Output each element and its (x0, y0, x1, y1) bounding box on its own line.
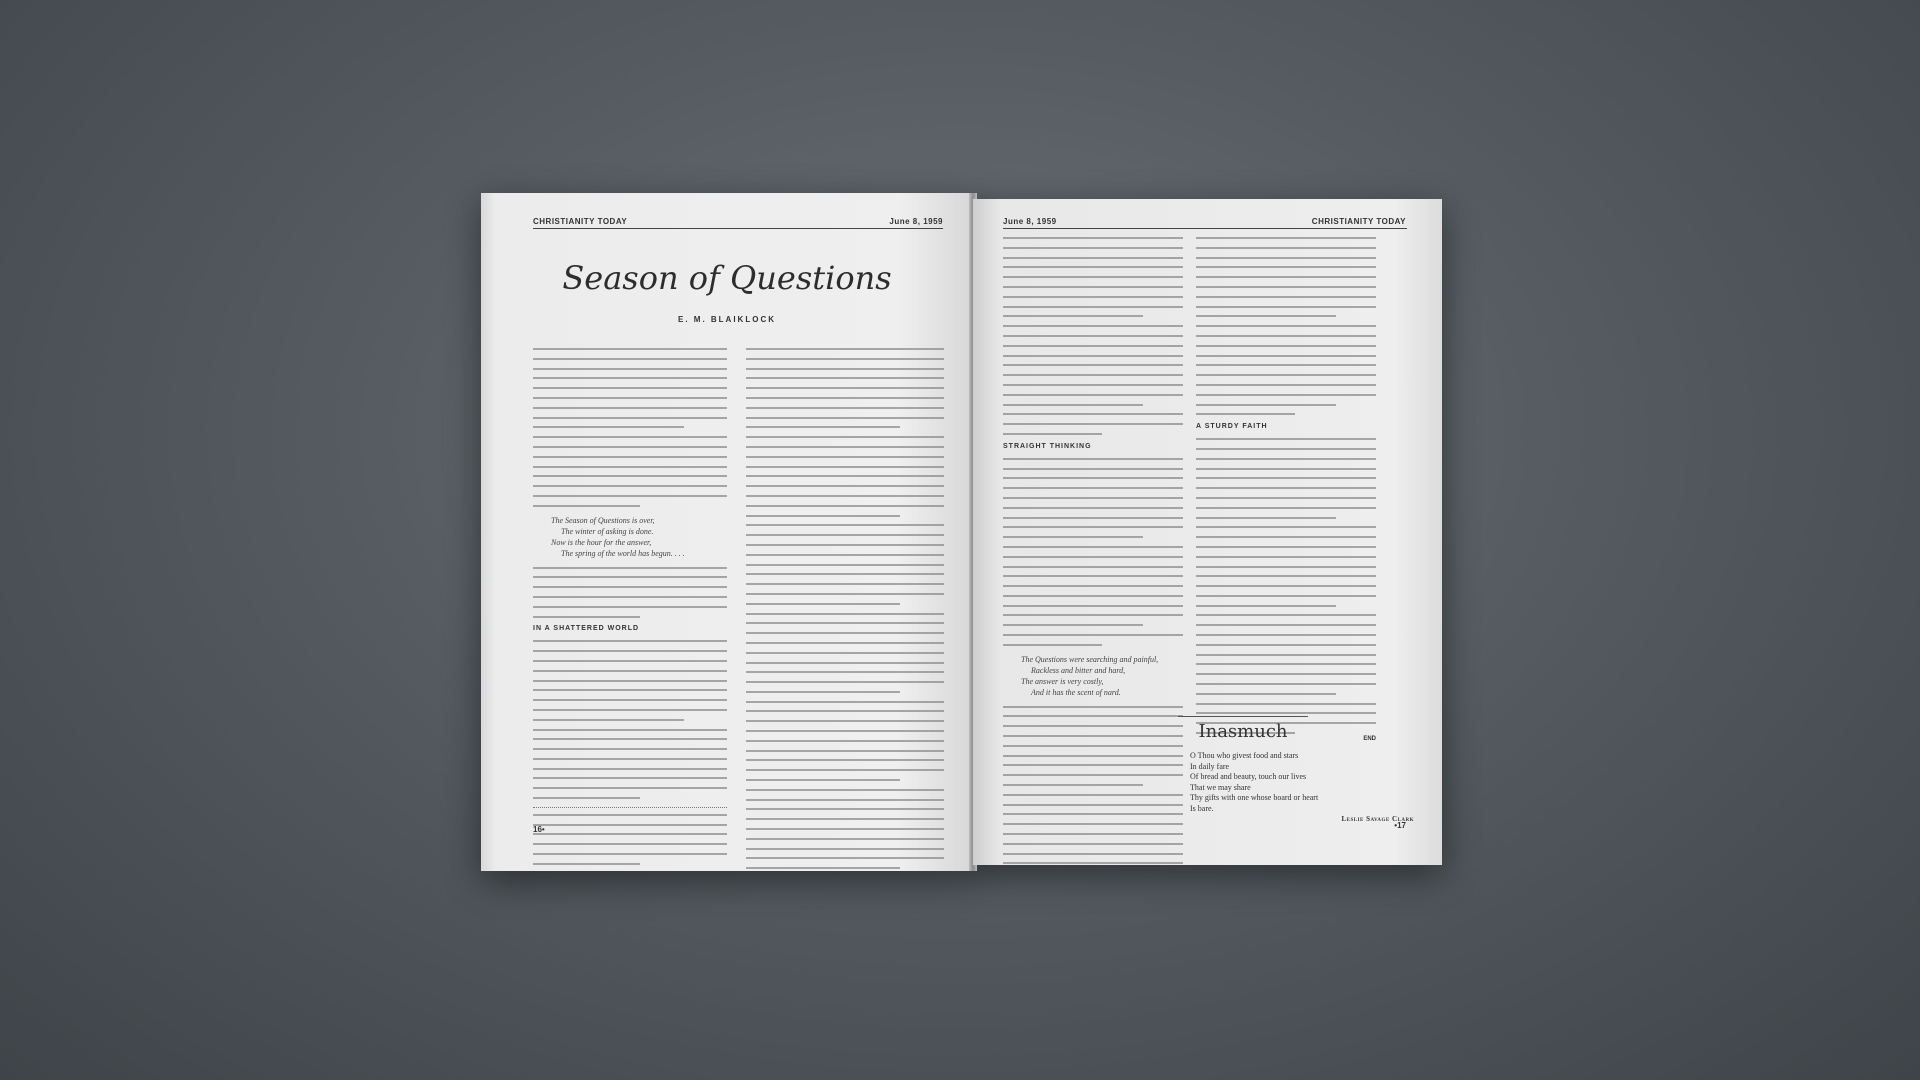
text-line (746, 554, 944, 556)
text-line (1003, 546, 1183, 548)
text-line (1196, 384, 1376, 386)
text-line (533, 680, 727, 682)
text-line (746, 377, 944, 379)
text-line (533, 485, 727, 487)
text-line (746, 348, 944, 350)
text-line (1003, 735, 1183, 737)
poem-line: The Questions were searching and painful, (1021, 654, 1159, 664)
text-line (1196, 306, 1376, 308)
text-line (1003, 423, 1183, 425)
text-line (1196, 286, 1376, 288)
text-line (746, 456, 944, 458)
text-line (746, 759, 944, 761)
text-line (533, 853, 727, 855)
right-column-2 (1196, 237, 1376, 742)
text-line (746, 681, 944, 683)
text-line (746, 573, 944, 575)
text-line (1003, 247, 1183, 249)
text-line (746, 544, 944, 546)
running-head-date: June 8, 1959 (1003, 217, 1057, 226)
poem-line: That we may share (1190, 782, 1251, 792)
text-line (533, 729, 727, 731)
text-line (1196, 634, 1376, 636)
text-line (1196, 595, 1376, 597)
text-line (1196, 296, 1376, 298)
text-line (533, 358, 727, 360)
text-line (1196, 712, 1376, 714)
text-line (533, 407, 727, 409)
text-line (1196, 276, 1376, 278)
text-line (746, 838, 944, 840)
text-line (1003, 725, 1183, 727)
text-line (533, 768, 727, 770)
text-line (1196, 458, 1376, 460)
text-line (746, 387, 944, 389)
text-line (1196, 605, 1336, 607)
text-line (533, 576, 727, 578)
text-line (1003, 536, 1143, 538)
text-line (746, 769, 944, 771)
text-line (1003, 624, 1143, 626)
text-line (1003, 374, 1183, 376)
text-line (1003, 458, 1183, 460)
text-line (533, 748, 727, 750)
text-line (1003, 833, 1183, 835)
text-line (746, 750, 944, 752)
text-line (1003, 764, 1183, 766)
text-line (1196, 644, 1376, 646)
text-line (1003, 755, 1183, 757)
running-head-left: CHRISTIANITY TODAY (533, 217, 628, 226)
page-number: •17 (1394, 821, 1406, 830)
text-line (1003, 862, 1183, 864)
poem-line: The spring of the world has begun. . . . (561, 548, 685, 558)
text-line (1196, 257, 1376, 259)
quoted-poem (551, 515, 727, 559)
text-line (1003, 286, 1183, 288)
inset-poem (1190, 751, 1318, 814)
text-line (746, 436, 944, 438)
text-line (1003, 634, 1183, 636)
text-line (533, 446, 727, 448)
text-line (1196, 477, 1376, 479)
text-line (1003, 266, 1183, 268)
text-line (746, 799, 944, 801)
text-line (746, 867, 900, 869)
text-line (746, 515, 900, 517)
text-line (533, 426, 684, 428)
text-line (1196, 448, 1376, 450)
text-line (1003, 517, 1183, 519)
article-byline: E. M. BLAIKLOCK (678, 315, 776, 324)
text-line (1196, 325, 1376, 327)
text-line (1003, 355, 1183, 357)
text-line (1196, 556, 1376, 558)
text-line (746, 417, 944, 419)
poem-line: The answer is very costly, (1021, 676, 1104, 686)
text-line (1196, 536, 1376, 538)
text-line (746, 779, 900, 781)
text-line (746, 652, 944, 654)
text-line (746, 730, 944, 732)
text-line (1003, 257, 1183, 259)
poem-line: And it has the scent of nard. (1031, 687, 1121, 697)
text-line (1003, 413, 1183, 415)
text-line (533, 586, 727, 588)
text-line (746, 701, 944, 703)
text-line (533, 368, 727, 370)
text-line (746, 524, 944, 526)
text-line (746, 564, 944, 566)
header-rule (1003, 228, 1407, 229)
text-line (533, 377, 727, 379)
text-line (1196, 683, 1376, 685)
text-line (533, 699, 727, 701)
text-line (1003, 477, 1183, 479)
poem-line: Of bread and beauty, touch our lives (1190, 772, 1307, 781)
text-line (1196, 487, 1376, 489)
running-head-right: CHRISTIANITY TODAY (1311, 217, 1406, 226)
text-line (1196, 413, 1295, 415)
text-line (1003, 526, 1183, 528)
text-line (1196, 497, 1376, 499)
text-line (746, 505, 944, 507)
text-line (746, 583, 944, 585)
text-line (746, 475, 944, 477)
text-line (533, 650, 727, 652)
right-column-1 (1003, 237, 1183, 865)
text-line (533, 833, 727, 835)
text-line (1003, 784, 1143, 786)
text-line (1196, 546, 1376, 548)
text-line (1003, 237, 1183, 239)
poem-line: Is bare. (1190, 803, 1214, 813)
left-column-1 (533, 348, 727, 871)
text-line (533, 670, 727, 672)
text-line (1196, 585, 1376, 587)
poem-line: In daily fare (1190, 761, 1230, 771)
text-line (533, 616, 640, 618)
text-line (1003, 345, 1183, 347)
text-line (746, 710, 944, 712)
inset-rule (1178, 716, 1308, 717)
text-line (533, 397, 727, 399)
text-line (1196, 624, 1376, 626)
text-line (533, 567, 727, 569)
text-line (533, 606, 727, 608)
text-line (1003, 433, 1102, 435)
body-text-block (1196, 438, 1376, 734)
text-line (533, 660, 727, 662)
text-line (746, 671, 944, 673)
text-line (1196, 345, 1376, 347)
text-line (1003, 804, 1183, 806)
body-text-block (533, 640, 727, 799)
text-line (1003, 853, 1183, 855)
text-line (746, 368, 944, 370)
text-line (533, 758, 727, 760)
text-line (1196, 355, 1376, 357)
text-line (1003, 715, 1183, 717)
text-line (1003, 843, 1183, 845)
text-line (1003, 823, 1183, 825)
text-line (746, 632, 944, 634)
text-line (746, 593, 944, 595)
text-line (1003, 276, 1183, 278)
text-line (1003, 306, 1183, 308)
text-line (746, 407, 944, 409)
inset-poem-author: Leslie Savage Clark (1341, 815, 1414, 823)
end-mark: END (1363, 735, 1376, 742)
text-line (533, 719, 684, 721)
text-line (746, 358, 944, 360)
poem-line: The Season of Questions is over, (551, 515, 655, 525)
text-line (1196, 364, 1376, 366)
text-line (533, 709, 727, 711)
text-line (746, 603, 900, 605)
body-text-block (746, 348, 944, 871)
text-line (1196, 566, 1376, 568)
text-line (746, 466, 944, 468)
section-heading: STRAIGHT THINKING (1003, 442, 1092, 450)
text-line (746, 808, 944, 810)
text-line (1003, 507, 1183, 509)
text-line (1003, 644, 1102, 646)
text-line (533, 640, 727, 642)
body-text-block (533, 567, 727, 618)
text-line (1196, 517, 1336, 519)
text-line (533, 689, 727, 691)
text-line (1003, 325, 1183, 327)
text-line (1196, 438, 1376, 440)
text-line (533, 466, 727, 468)
right-page (973, 199, 1442, 865)
article-title: Season of Questions (562, 259, 892, 297)
text-line (1196, 526, 1376, 528)
header-rule (533, 228, 943, 229)
text-line (533, 824, 727, 826)
text-line (746, 397, 944, 399)
body-text-block (1196, 237, 1376, 415)
quoted-poem (1021, 654, 1183, 698)
text-line (533, 843, 727, 845)
section-heading: A STURDY FAITH (1196, 423, 1268, 431)
poem-line: Now is the hour for the answer, (551, 537, 652, 547)
text-line (1196, 654, 1376, 656)
text-line (746, 642, 944, 644)
section-heading: IN A SHATTERED WORLD (533, 625, 640, 633)
text-line (533, 596, 727, 598)
text-line (1003, 497, 1183, 499)
text-line (746, 740, 944, 742)
text-line (1196, 507, 1376, 509)
text-line (746, 828, 944, 830)
text-line (1196, 394, 1376, 396)
text-line (1196, 575, 1376, 577)
text-line (1196, 335, 1376, 337)
text-line (1196, 663, 1376, 665)
text-line (1196, 374, 1376, 376)
text-line (746, 720, 944, 722)
text-line (533, 456, 727, 458)
text-line (746, 857, 944, 859)
poem-line: Rackless and bitter and hard, (1031, 665, 1126, 675)
poem-line: Thy gifts with one whose board or heart (1190, 793, 1319, 802)
text-line (746, 446, 944, 448)
poem-line: The winter of asking is done. (561, 526, 654, 536)
text-line (1003, 605, 1183, 607)
text-line (1003, 315, 1143, 317)
text-line (746, 534, 944, 536)
text-line (1003, 404, 1143, 406)
text-line (746, 691, 900, 693)
text-line (533, 863, 640, 865)
text-line (1196, 247, 1376, 249)
text-line (533, 436, 727, 438)
poem-line: O Thou who givest food and stars (1190, 751, 1299, 760)
text-line (1196, 468, 1376, 470)
text-line (533, 797, 640, 799)
text-line (1003, 794, 1183, 796)
running-head-date: June 8, 1959 (889, 217, 943, 226)
text-line (1003, 556, 1183, 558)
text-line (746, 495, 944, 497)
text-line (1003, 813, 1183, 815)
text-line (1003, 394, 1183, 396)
text-line (746, 848, 944, 850)
text-line (746, 622, 944, 624)
text-line (1003, 774, 1183, 776)
text-line (1196, 614, 1376, 616)
inset-poem-title: Inasmuch (1198, 721, 1288, 742)
text-line (1003, 364, 1183, 366)
footnote-divider (533, 807, 727, 808)
text-line (533, 387, 727, 389)
text-line (746, 662, 944, 664)
left-page (481, 193, 973, 871)
text-line (1003, 487, 1183, 489)
text-line (1003, 595, 1183, 597)
text-line (1196, 315, 1336, 317)
author-bio-block (533, 814, 727, 865)
text-line (1003, 585, 1183, 587)
text-line (1003, 575, 1183, 577)
text-line (1196, 237, 1376, 239)
text-line (533, 417, 727, 419)
text-line (1003, 745, 1183, 747)
text-line (533, 505, 640, 507)
text-line (533, 495, 727, 497)
open-magazine (481, 193, 1442, 871)
text-line (533, 814, 727, 816)
text-line (746, 485, 944, 487)
text-line (1196, 266, 1376, 268)
text-line (533, 348, 727, 350)
text-line (533, 787, 727, 789)
text-line (1196, 703, 1376, 705)
text-line (1003, 296, 1183, 298)
text-line (1003, 468, 1183, 470)
page-number: 16• (533, 825, 545, 834)
text-line (746, 818, 944, 820)
text-line (1003, 706, 1183, 708)
text-line (1003, 384, 1183, 386)
body-text-block (1003, 706, 1183, 865)
text-line (746, 789, 944, 791)
left-column-2 (746, 348, 944, 871)
text-line (1196, 404, 1336, 406)
text-line (746, 613, 944, 615)
text-line (1003, 614, 1183, 616)
text-line (1003, 335, 1183, 337)
text-line (533, 777, 727, 779)
text-line (1196, 673, 1376, 675)
text-line (746, 426, 900, 428)
text-line (1003, 566, 1183, 568)
body-text-block (533, 348, 727, 507)
text-line (533, 738, 727, 740)
text-line (1196, 693, 1336, 695)
body-text-block (1003, 237, 1183, 435)
text-line (533, 475, 727, 477)
body-text-block (1003, 458, 1183, 646)
